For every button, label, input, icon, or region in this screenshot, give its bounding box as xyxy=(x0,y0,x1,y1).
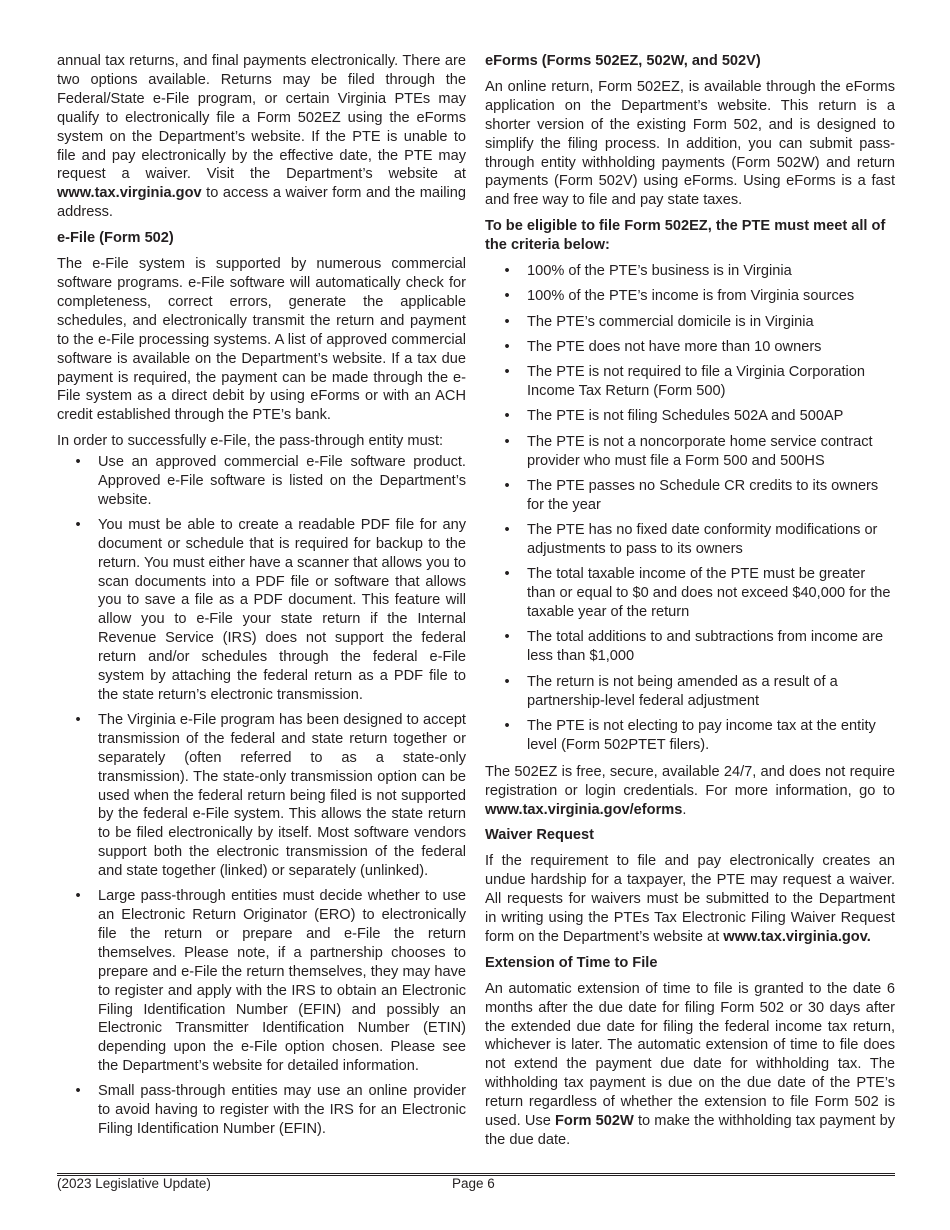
bullet-icon: • xyxy=(504,522,510,539)
bullet-icon: • xyxy=(504,629,510,646)
bullet-icon: • xyxy=(504,673,510,690)
bullet-icon: • xyxy=(504,338,510,355)
bullet-icon: • xyxy=(504,717,510,734)
bullet-icon: • xyxy=(504,288,510,305)
bullet-icon: • xyxy=(75,516,81,533)
tax-website-link[interactable]: www.tax.virginia.gov xyxy=(57,185,202,202)
efile-intro: In order to successfully e-File, the pass-through entity must: xyxy=(57,433,444,450)
page-number: Page 6 xyxy=(452,1176,495,1191)
waiver-website-link[interactable]: www.tax.virginia.gov. xyxy=(723,928,871,945)
list-item: • The total taxable income of the PTE must be greater than or equal to $0 and does not exceed $40,000 for the taxable year of the return xyxy=(485,565,895,622)
eligibility-heading: To be eligible to file Form 502EZ, the PTE must meet all of the criteria below: xyxy=(485,218,886,254)
list-item: • 100% of the PTE’s income is from Virginia sources xyxy=(485,287,895,306)
list-item: • The PTE does not have more than 10 owners xyxy=(485,338,895,357)
bullet-icon: • xyxy=(75,454,81,471)
list-item: • The PTE is not filing Schedules 502A and 500AP xyxy=(485,407,895,426)
bullet-icon: • xyxy=(75,888,81,905)
eforms-link[interactable]: www.tax.virginia.gov/eforms xyxy=(485,801,683,818)
waiver-paragraph: If the requirement to file and pay electronically creates an undue hardship for a taxpayer, the PTE may request a waiver. All requests for waivers must be submitted to the Department in writing using the PTEs Tax Electronic Filing Waiver Request form on the Department’s website at www.tax.virginia.gov. xyxy=(485,853,895,945)
extension-heading: Extension of Time to File xyxy=(485,954,658,971)
list-item: • The PTE has no fixed date conformity modifications or adjustments to pass to its owners xyxy=(485,521,895,559)
list-item: • The PTE is not a noncorporate home service contract provider who must file a Form 500 and 500HS xyxy=(485,433,895,471)
list-item: • Small pass-through entities may use an online provider to avoid having to register with the IRS for an Electronic Filing Identification Number (EFIN). xyxy=(57,1082,466,1139)
bullet-icon: • xyxy=(504,433,510,450)
bullet-icon: • xyxy=(75,711,81,728)
efile-paragraph: The e-File system is supported by numerous commercial software programs. e-File software will automatically check for completeness, correct errors, generate the applicable schedules, and electronically transmit the return and payment to the e-File processing systems. A list of approved commercial software is available on the Department’s website. If a tax due payment is required, the payment can be made through the e-File system as a direct debit by using eForms or with an ACH credit established through the PTE’s bank. xyxy=(57,256,466,424)
list-item: • The PTE passes no Schedule CR credits to its owners for the year xyxy=(485,477,895,515)
free-paragraph: The 502EZ is free, secure, available 24/7, and does not require registration or login credentials. For more information, go to www.tax.virginia.gov/eforms. xyxy=(485,763,895,818)
eforms-paragraph: An online return, Form 502EZ, is available through the eForms application on the Department’s website. This return is a shorter version of the existing Form 502, and is designed to simplify the filing process. In addition, you can submit pass-through entity withholding payments (Form 502W) and return payments (Form 502V) using eForms. Using eForms is a fast and free way to file and pay state taxes. xyxy=(485,78,895,209)
right-column xyxy=(485,52,895,1157)
form-502w-reference: Form 502W xyxy=(555,1113,634,1130)
list-item: • The Virginia e-File program has been designed to accept transmission of the federal and state return together or separately (often referred to as a state-only transmission). The state-only transmission option can be used when the federal return being filed is not supported by the federal e-File system. This allows the state return to be filed electronically by itself. Most software vendors support both the electronic transmission of the federal and state together (linked) or separately (unlinked). xyxy=(57,711,466,881)
bullet-icon: • xyxy=(504,477,510,494)
list-item: • The return is not being amended as a result of a partnership-level federal adjustment xyxy=(485,673,895,711)
eligibility-criteria-list xyxy=(485,262,895,755)
efile-heading: e-File (Form 502) xyxy=(57,230,174,247)
bullet-icon: • xyxy=(504,566,510,583)
footer-edition: (2023 Legislative Update) xyxy=(57,1176,211,1191)
list-item: • The PTE’s commercial domicile is in Virginia xyxy=(485,313,895,332)
list-item: • You must be able to create a readable PDF file for any document or schedule that is required for backup to the return. You must either have a scanner that allows you to scan documents into a PDF file or software that allows you to save a file as a PDF document. This feature will allow you to e-File your state return if the Internal Revenue Service (IRS) does not support the federal return and/or schedules through the federal e-File system by attaching the federal return as a PDF file to the state return’s electronic transmission. xyxy=(57,516,466,705)
bullet-icon: • xyxy=(504,313,510,330)
list-item: • The total additions to and subtractions from income are less than $1,000 xyxy=(485,628,895,666)
bullet-icon: • xyxy=(504,263,510,280)
eforms-heading: eForms (Forms 502EZ, 502W, and 502V) xyxy=(485,53,761,69)
efile-requirements-list xyxy=(57,453,466,1139)
footer-divider xyxy=(57,1173,895,1174)
bullet-icon: • xyxy=(504,364,510,381)
list-item: • 100% of the PTE’s business is in Virginia xyxy=(485,262,895,281)
list-item: • Large pass-through entities must decide whether to use an Electronic Return Originator (ERO) to electronically file the return or prepare and e-File the return themselves. Please note, if a partnership chooses to prepare and e-File the return themselves, they may have to register and apply with the IRS to obtain an Electronic Filing Identification Number (EFIN) and possibly an Electronic Transmitter Identification Number (ETIN) depending upon the e-File option chosen. Please see the Department’s website for detailed information. xyxy=(57,887,466,1076)
list-item: • Use an approved commercial e-File software product. Approved e-File software is listed on the Department’s website. xyxy=(57,453,466,510)
list-item: • The PTE is not electing to pay income tax at the entity level (Form 502PTET filers). xyxy=(485,717,895,755)
left-column xyxy=(57,52,466,1147)
waiver-heading: Waiver Request xyxy=(485,827,594,844)
extension-paragraph: An automatic extension of time to file is granted to the date 6 months after the due date for filing Form 502 or 30 days after the extended due date for filing the federal income tax return, whichever is later. The automatic extension of time to file does not extend the payment due date for withholding tax. The withholding tax payment is due on the due date of the PTE’s return regardless of whether the extension to file Form 502 is used. Use Form 502W to make the withholding tax payment by the due date. xyxy=(485,980,895,1148)
bullet-icon: • xyxy=(75,1083,81,1100)
bullet-icon: • xyxy=(504,408,510,425)
list-item: • The PTE is not required to file a Virginia Corporation Income Tax Return (Form 500) xyxy=(485,363,895,401)
intro-paragraph: annual tax returns, and final payments electronically. There are two options available. Returns may be filed through the Federal/State e-File program, or certain Virginia PTEs may qualify to electronically file a Form 502EZ using the eForms system on the Department’s website. If the PTE is unable to file and pay electronically by the effective date, the PTE may request a waiver. Visit the Department’s website at www.tax.virginia.gov to access a waiver form and the mailing address. xyxy=(57,53,466,221)
